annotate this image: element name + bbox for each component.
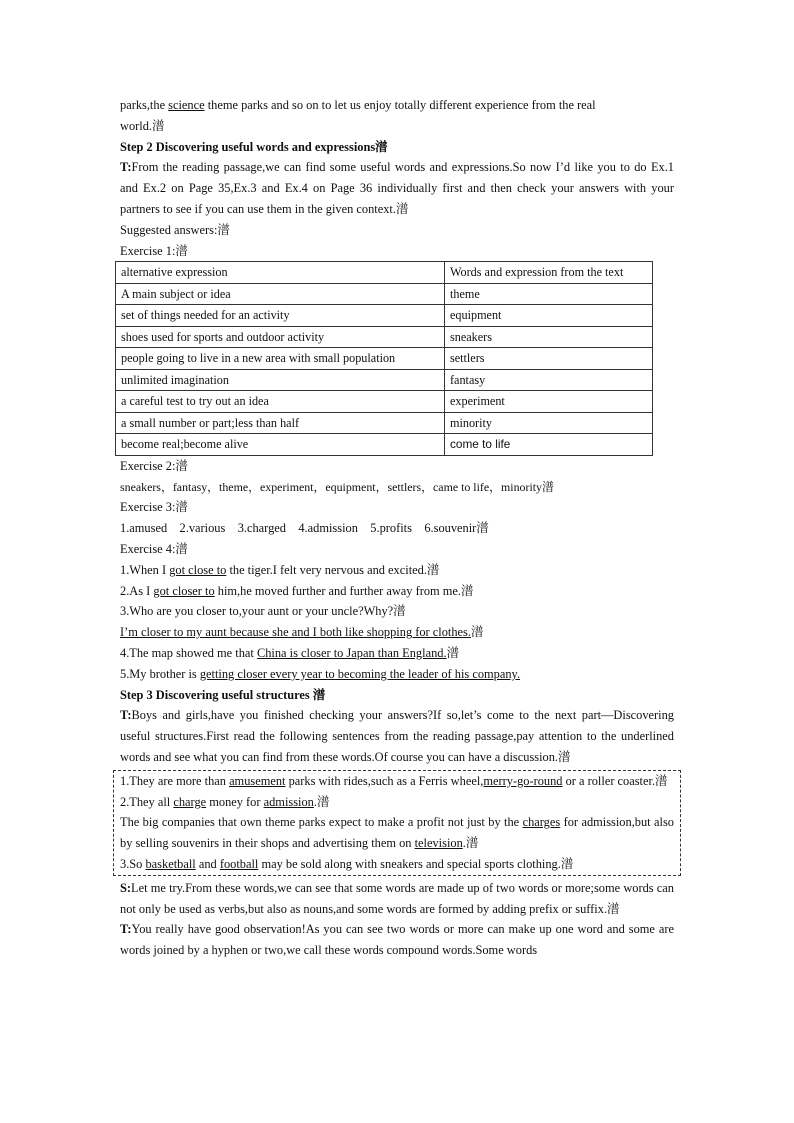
- exercise4-sentence-5: [120, 664, 674, 685]
- step2-teacher-paragraph: [120, 157, 674, 219]
- underlined-word: science: [168, 98, 205, 112]
- example-sentence-2: [120, 792, 674, 813]
- table-row: [116, 305, 653, 327]
- table-cell: shoes used for sports and outdoor activity: [116, 326, 445, 348]
- text-span: 3.So: [120, 857, 146, 872]
- suggested-answers-label: Suggested answers:潽: [120, 222, 230, 237]
- text-span: 2.As I: [120, 583, 154, 598]
- text-span: parks,the: [120, 98, 169, 112]
- text-span: .潽: [313, 794, 330, 809]
- text-span: 潽: [470, 625, 484, 640]
- underlined-word: merry-go-round: [483, 773, 563, 788]
- underlined-word: charge: [173, 794, 207, 809]
- text-span: him,he moved further and further away from me.潽: [214, 583, 474, 598]
- text-span: 4.The map showed me that: [120, 646, 257, 661]
- table-cell: come to life: [445, 434, 653, 456]
- paragraph-text: Let me try.From these words,we can see that some words are made up of two words or more;some words can not only be used as verbs,but also as nouns,and some words are formed by adding prefix or suffix.潽: [120, 880, 674, 916]
- student-paragraph: [120, 878, 674, 920]
- table-row: [116, 369, 653, 391]
- table-cell: become real;become alive: [116, 434, 445, 456]
- text-span: theme parks and so on to let us enjoy totally different experience from the real: [204, 98, 596, 112]
- text-span: for admission,but also by selling souvenirs in their shops and advertising them on: [120, 815, 674, 851]
- text-span: may be sold along with sneakers and special sports clothing.潽: [258, 857, 574, 872]
- table-row: [116, 326, 653, 348]
- step3-teacher-paragraph: [120, 705, 674, 767]
- text-span: 1.They are more than: [120, 773, 230, 788]
- underlined-word: admission: [263, 794, 314, 809]
- underlined-phrase: got close to: [169, 562, 227, 577]
- paragraph-text: You really have good observation!As you can see two words or more can make up one word and some are words joined by a hyphen or two,we call these words compound words.Some words: [120, 922, 674, 958]
- exercise4-sentence-3-answer: [120, 622, 674, 643]
- text-span: the tiger.I felt very nervous and excited.潽: [226, 562, 440, 577]
- paragraph-text: Boys and girls,have you finished checking your answers?If so,let’s come to the next part—Discovering useful structures.First read the following sentences from the reading passage,pay attention to the underlined words and see what you can find from these words.Of course you can have a discussion.潽: [120, 708, 674, 765]
- exercise3-answers: 1.amused 2.various 3.charged 4.admission 5.profits 6.souvenir潽: [120, 521, 489, 536]
- text-span: 2.They all: [120, 794, 174, 809]
- exercise2-answers: sneakers，fantasy，theme，experiment，equipment，settlers，came to life，minority潽: [120, 479, 554, 494]
- table-cell: experiment: [445, 391, 653, 413]
- underlined-word: basketball: [145, 857, 196, 872]
- text-span: money for: [206, 794, 264, 809]
- table-cell: equipment: [445, 305, 653, 327]
- table-cell: A main subject or idea: [116, 283, 445, 305]
- table-cell: people going to live in a new area with small population: [116, 348, 445, 370]
- table-row: [116, 391, 653, 413]
- table-cell: unlimited imagination: [116, 369, 445, 391]
- table-header-cell: alternative expression: [116, 262, 445, 284]
- text-span: 5.My brother is: [120, 666, 200, 681]
- table-cell: set of things needed for an activity: [116, 305, 445, 327]
- table-row: [116, 412, 653, 434]
- table-cell: fantasy: [445, 369, 653, 391]
- example-sentence-2-context: [120, 812, 674, 854]
- speaker-label: T:: [120, 922, 132, 937]
- paragraph-text: From the reading passage,we can find some useful words and expressions.So now I’d like you to do Ex.1 and Ex.2 on Page 35,Ex.3 and Ex.4 on Page 36 individually first and then check your answers with your partners to see if you can use them in the given context.潽: [120, 160, 674, 216]
- example-sentence-1: [120, 771, 674, 792]
- text-span: 潽: [446, 646, 459, 661]
- text-span: .潽: [462, 836, 479, 851]
- table-cell: settlers: [445, 348, 653, 370]
- table-cell: minority: [445, 412, 653, 434]
- text-span: parks with rides,such as a Ferris wheel,: [285, 773, 484, 788]
- text-span: or a roller coaster.潽: [562, 773, 668, 788]
- exercise1-table: [115, 261, 653, 456]
- step2-heading: Step 2 Discovering useful words and expressions潽: [120, 139, 388, 154]
- underlined-phrase: got closer to: [153, 583, 215, 598]
- exercise1-label: Exercise 1:潽: [120, 243, 188, 258]
- underlined-phrase: China is closer to Japan than England.: [256, 646, 447, 661]
- underlined-word: television: [414, 836, 463, 851]
- underlined-phrase: getting closer every year to becoming the leader of his company.: [199, 666, 521, 681]
- text-span: The big companies that own theme parks expect to make a profit not just by the: [120, 815, 523, 830]
- table-cell: theme: [445, 283, 653, 305]
- exercise2-label: Exercise 2:潽: [120, 458, 188, 473]
- underlined-word: charges: [522, 815, 561, 830]
- intro-tail-line-2: world.潽: [120, 118, 165, 133]
- exercise4-sentence-4: [120, 643, 674, 664]
- example-sentence-3: [120, 854, 674, 875]
- speaker-label: T:: [120, 160, 132, 175]
- exercise4-sentence-2: [120, 581, 674, 602]
- table-cell: sneakers: [445, 326, 653, 348]
- underlined-word: amusement: [229, 773, 286, 788]
- exercise4-sentence-1: [120, 560, 674, 581]
- intro-tail-line: [120, 95, 674, 116]
- speaker-label: S:: [120, 880, 132, 895]
- document-page: [120, 95, 674, 961]
- example-sentences-box: [113, 770, 681, 876]
- teacher-paragraph-2: [120, 919, 674, 961]
- table-header-cell: Words and expression from the text: [445, 262, 653, 284]
- exercise3-label: Exercise 3:潽: [120, 500, 188, 515]
- table-header-row: [116, 262, 653, 284]
- table-row: [116, 348, 653, 370]
- table-cell: a careful test to try out an idea: [116, 391, 445, 413]
- exercise4-label: Exercise 4:潽: [120, 542, 188, 557]
- exercise4-sentence-3: 3.Who are you closer to,your aunt or your uncle?Why?潽: [120, 604, 406, 619]
- underlined-word: football: [219, 857, 259, 872]
- table-row: [116, 434, 653, 456]
- text-span: and: [195, 857, 220, 872]
- text-span: 1.When I: [120, 562, 170, 577]
- underlined-phrase: I’m closer to my aunt because she and I both like shopping for clothes.: [120, 625, 471, 640]
- table-cell: a small number or part;less than half: [116, 412, 445, 434]
- step3-heading: Step 3 Discovering useful structures 潽: [120, 687, 326, 702]
- table-row: [116, 283, 653, 305]
- speaker-label: T:: [120, 708, 132, 723]
